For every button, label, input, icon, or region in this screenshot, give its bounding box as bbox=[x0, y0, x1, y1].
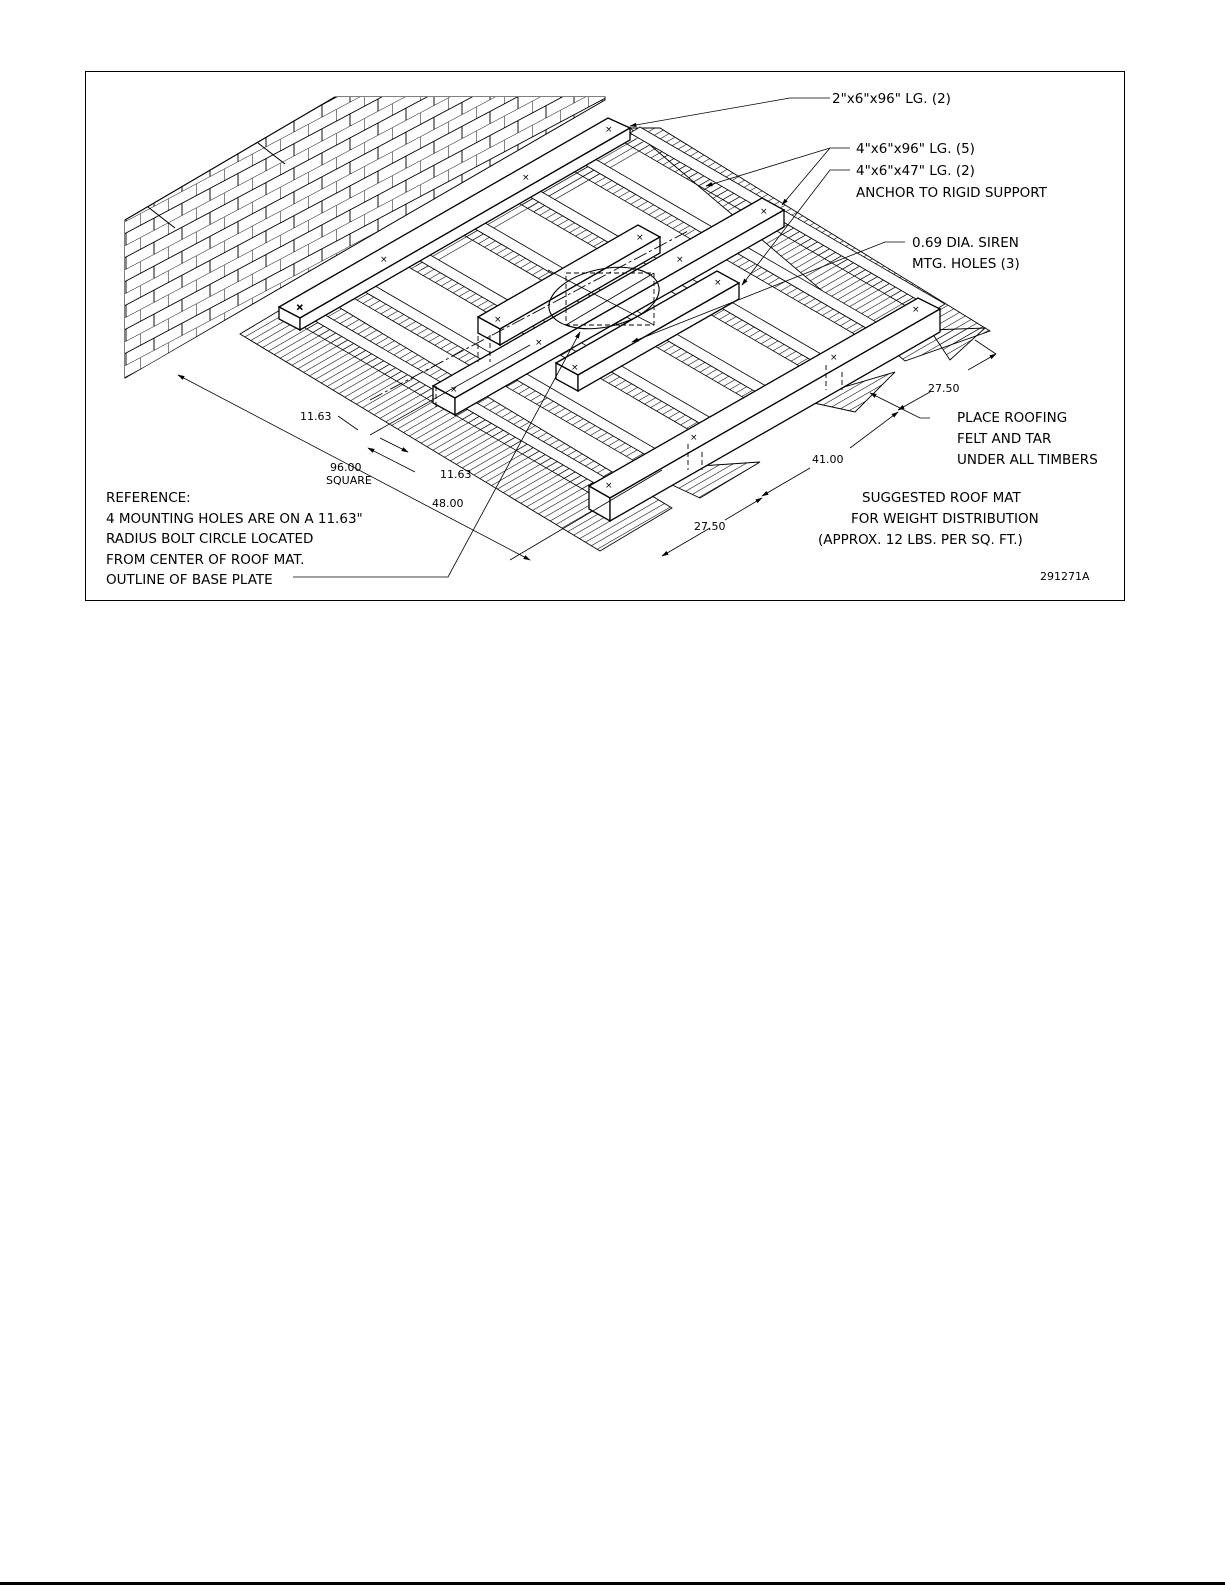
svg-text:×: × bbox=[535, 338, 543, 348]
label-anchor: ANCHOR TO RIGID SUPPORT bbox=[856, 185, 1047, 201]
svg-text:×: × bbox=[760, 207, 768, 217]
label-felt-3: UNDER ALL TIMBERS bbox=[957, 452, 1098, 468]
svg-text:×: × bbox=[494, 315, 502, 325]
svg-text:×: × bbox=[690, 433, 698, 443]
label-mat-2: FOR WEIGHT DISTRIBUTION bbox=[851, 511, 1039, 527]
drawing-number: 291271A bbox=[1040, 570, 1090, 583]
svg-text:×: × bbox=[830, 353, 838, 363]
ref-line-5: OUTLINE OF BASE PLATE bbox=[106, 572, 273, 588]
svg-text:×: × bbox=[380, 255, 388, 265]
label-mat-3: (APPROX. 12 LBS. PER SQ. FT.) bbox=[818, 532, 1023, 548]
svg-text:×: × bbox=[605, 125, 613, 135]
svg-text:×: × bbox=[296, 303, 304, 313]
label-felt-1: PLACE ROOFING bbox=[957, 410, 1068, 426]
label-felt-2: FELT AND TAR bbox=[957, 431, 1052, 447]
svg-text:×: × bbox=[636, 233, 644, 243]
label-2x6: 2"x6"x96" LG. (2) bbox=[832, 91, 951, 107]
svg-text:×: × bbox=[605, 481, 613, 491]
dim-41: 41.00 bbox=[812, 453, 844, 466]
dim-96: 96.00 bbox=[330, 461, 362, 474]
dim-11-63-a: 11.63 bbox=[300, 410, 332, 423]
svg-text:×: × bbox=[522, 173, 530, 183]
svg-text:×: × bbox=[912, 305, 920, 315]
svg-text:×: × bbox=[676, 255, 684, 265]
label-holes-2: MTG. HOLES (3) bbox=[912, 256, 1020, 272]
label-4x6x96: 4"x6"x96" LG. (5) bbox=[856, 141, 975, 157]
dim-11-63-b: 11.63 bbox=[440, 468, 472, 481]
ref-line-3: RADIUS BOLT CIRCLE LOCATED bbox=[106, 531, 314, 547]
ref-line-2: 4 MOUNTING HOLES ARE ON A 11.63" bbox=[106, 511, 363, 527]
ref-line-4: FROM CENTER OF ROOF MAT. bbox=[106, 552, 305, 568]
dim-square: SQUARE bbox=[326, 474, 372, 487]
svg-text:×: × bbox=[571, 363, 579, 373]
svg-text:×: × bbox=[450, 385, 458, 395]
dim-27-50-a: 27.50 bbox=[928, 382, 960, 395]
dim-48: 48.00 bbox=[432, 497, 464, 510]
label-holes-1: 0.69 DIA. SIREN bbox=[912, 235, 1019, 251]
ref-line-1: REFERENCE: bbox=[106, 490, 191, 506]
dim-27-50-b: 27.50 bbox=[694, 520, 726, 533]
label-mat-1: SUGGESTED ROOF MAT bbox=[862, 490, 1021, 506]
label-4x6x47: 4"x6"x47" LG. (2) bbox=[856, 163, 975, 179]
svg-text:×: × bbox=[714, 278, 722, 288]
